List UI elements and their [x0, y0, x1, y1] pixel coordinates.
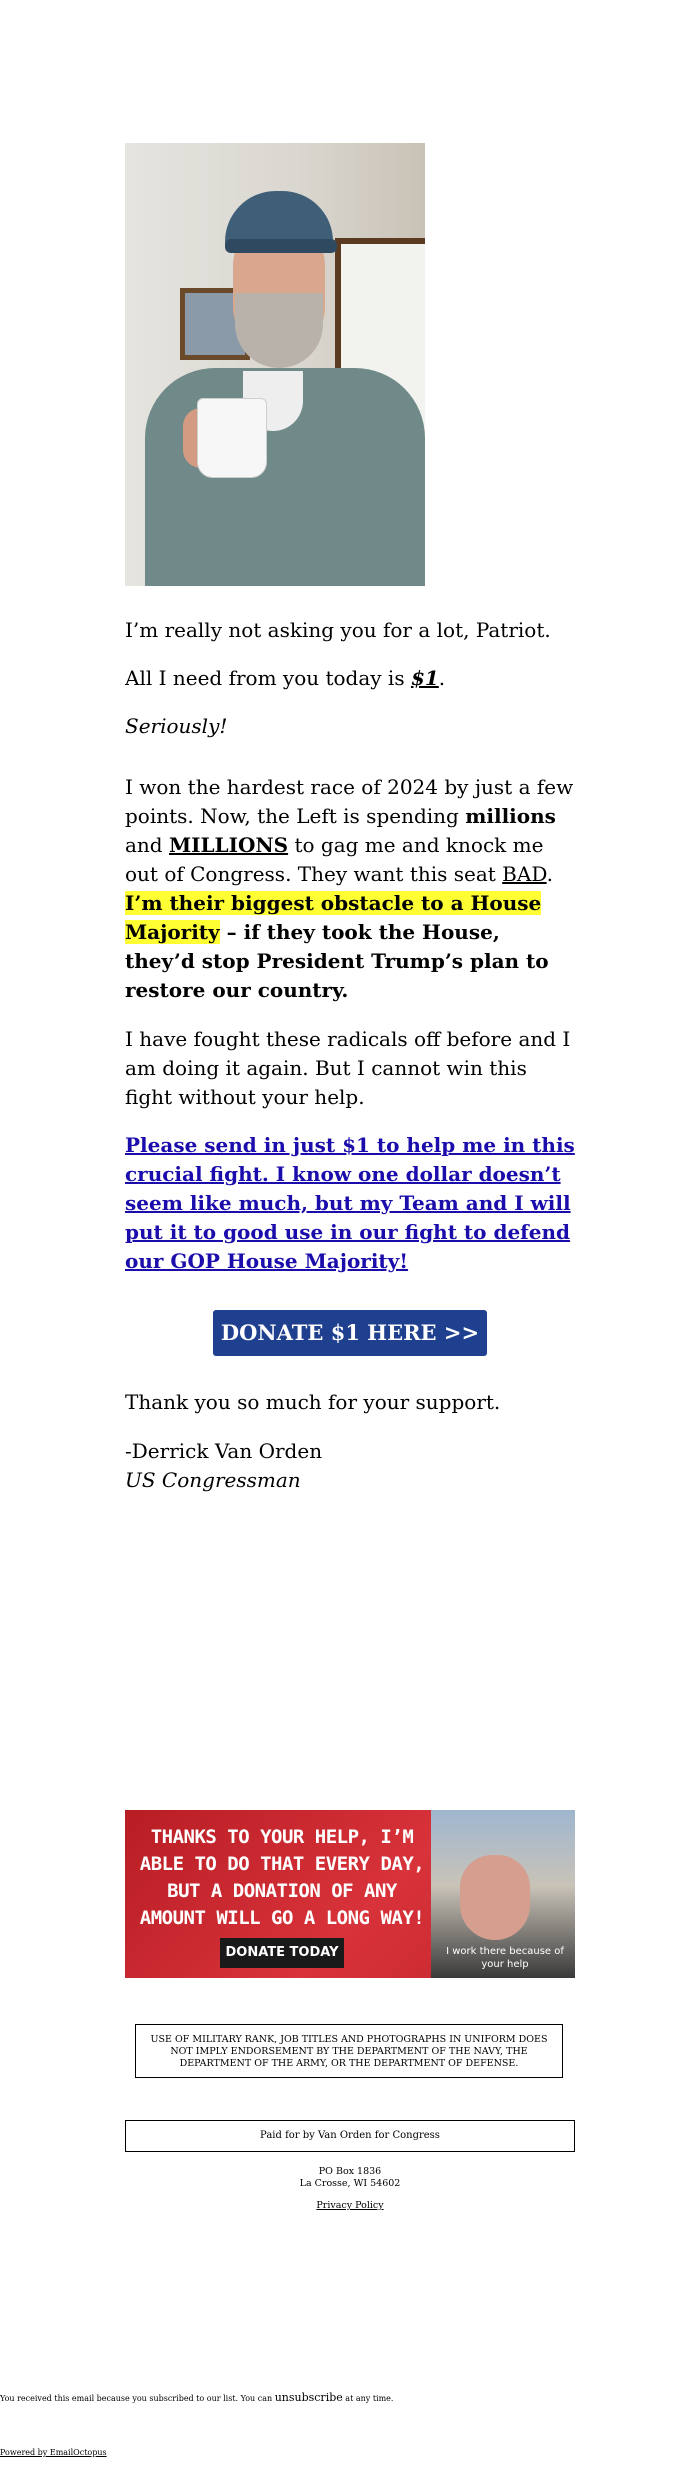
address-line-1: PO Box 1836: [318, 2166, 382, 2177]
race-highlight: I’m their biggest obstacle to a House Majority: [125, 891, 542, 944]
race-text-b: to gag me and knock me out of Congress. They want this seat: [125, 833, 544, 886]
privacy-policy-wrap: [125, 2200, 575, 2211]
photo-cap-brim: [225, 239, 337, 253]
paragraph-fight: I have fought these radicals off before and I am doing it again. But I cannot win this fight without your help.: [125, 1027, 571, 1109]
race-text-d: – if they took the House, they’d stop President Trump’s plan to restore our country.: [125, 920, 549, 1002]
paragraph-intro: I’m really not asking you for a lot, Patriot.: [125, 618, 551, 642]
signature-title: US Congressman: [125, 1468, 301, 1492]
race-text-c: .: [546, 862, 553, 886]
ask-amount: $1: [410, 666, 439, 690]
signature-wrap: [125, 1437, 575, 1495]
notice-post: at any time.: [342, 2394, 394, 2403]
race-millions: millions: [465, 804, 556, 828]
signature-name: -Derrick Van Orden: [125, 1439, 323, 1463]
banner-face: [460, 1855, 530, 1940]
banner-headline: THANKS TO YOUR HELP, I’M ABLE TO DO THAT EVERY DAY, BUT A DONATION OF ANY AMOUNT WILL GO A LONG WAY!: [139, 1826, 425, 1929]
mailing-address: [125, 2166, 575, 2190]
military-disclaimer: USE OF MILITARY RANK, JOB TITLES AND PHOTOGRAPHS IN UNIFORM DOES NOT IMPLY ENDORSEMENT BY THE DEPARTMENT OF THE NAVY, THE DEPARTMENT OF THE ARMY, OR THE DEPARTMENT OF DEFENSE.: [135, 2024, 563, 2078]
paragraph-race: [125, 773, 575, 1005]
donate-banner[interactable]: [125, 1810, 575, 1978]
paragraph-seriously: Seriously!: [125, 714, 228, 738]
donate-1-button[interactable]: DONATE $1 HERE >>: [213, 1310, 487, 1356]
powered-by-link[interactable]: Powered by EmailOctopus: [0, 2448, 107, 2457]
subscription-notice: [0, 2392, 393, 2405]
ask-post: .: [438, 666, 446, 690]
paragraph-race-wrap: [125, 773, 575, 1005]
paragraph-seriously-wrap: [125, 712, 575, 741]
paid-for-box: Paid for by Van Orden for Congress: [125, 2120, 575, 2152]
race-bad: BAD: [502, 862, 547, 886]
donate-link[interactable]: Please send in just $1 to help me in this crucial fight. I know one dollar doesn’t seem like much, but my Team and I will put it to good use in our fight to defend our GOP House Majority!: [125, 1133, 575, 1273]
privacy-policy-link[interactable]: Privacy Policy: [316, 2200, 384, 2211]
race-MILLIONS: MILLIONS: [168, 833, 289, 857]
banner-caption: I work there because of your help: [446, 1946, 564, 1970]
powered-by-wrap: [0, 2448, 107, 2457]
race-and: and: [125, 833, 169, 857]
email-body: [125, 616, 575, 645]
notice-pre: You received this email because you subscribed to our list. You can: [0, 2394, 275, 2403]
paragraph-fight-wrap: [125, 1025, 575, 1112]
address-line-2: La Crosse, WI 54602: [299, 2178, 401, 2189]
donate-link-wrap: [125, 1131, 575, 1276]
race-text-a: I won the hardest race of 2024 by just a few points. Now, the Left is spending: [125, 775, 574, 828]
paragraph-ask: [125, 664, 575, 693]
photo-mug: [197, 398, 267, 478]
thanks-wrap: [125, 1388, 575, 1417]
thanks-text: Thank you so much for your support.: [125, 1390, 501, 1414]
banner-donate-button[interactable]: DONATE TODAY: [220, 1938, 344, 1968]
paragraph-ask-text: [125, 664, 575, 693]
hero-photo: [125, 143, 425, 586]
unsubscribe-link[interactable]: unsubscribe: [274, 2391, 343, 2404]
ask-pre: All I need from you today is: [125, 666, 411, 690]
